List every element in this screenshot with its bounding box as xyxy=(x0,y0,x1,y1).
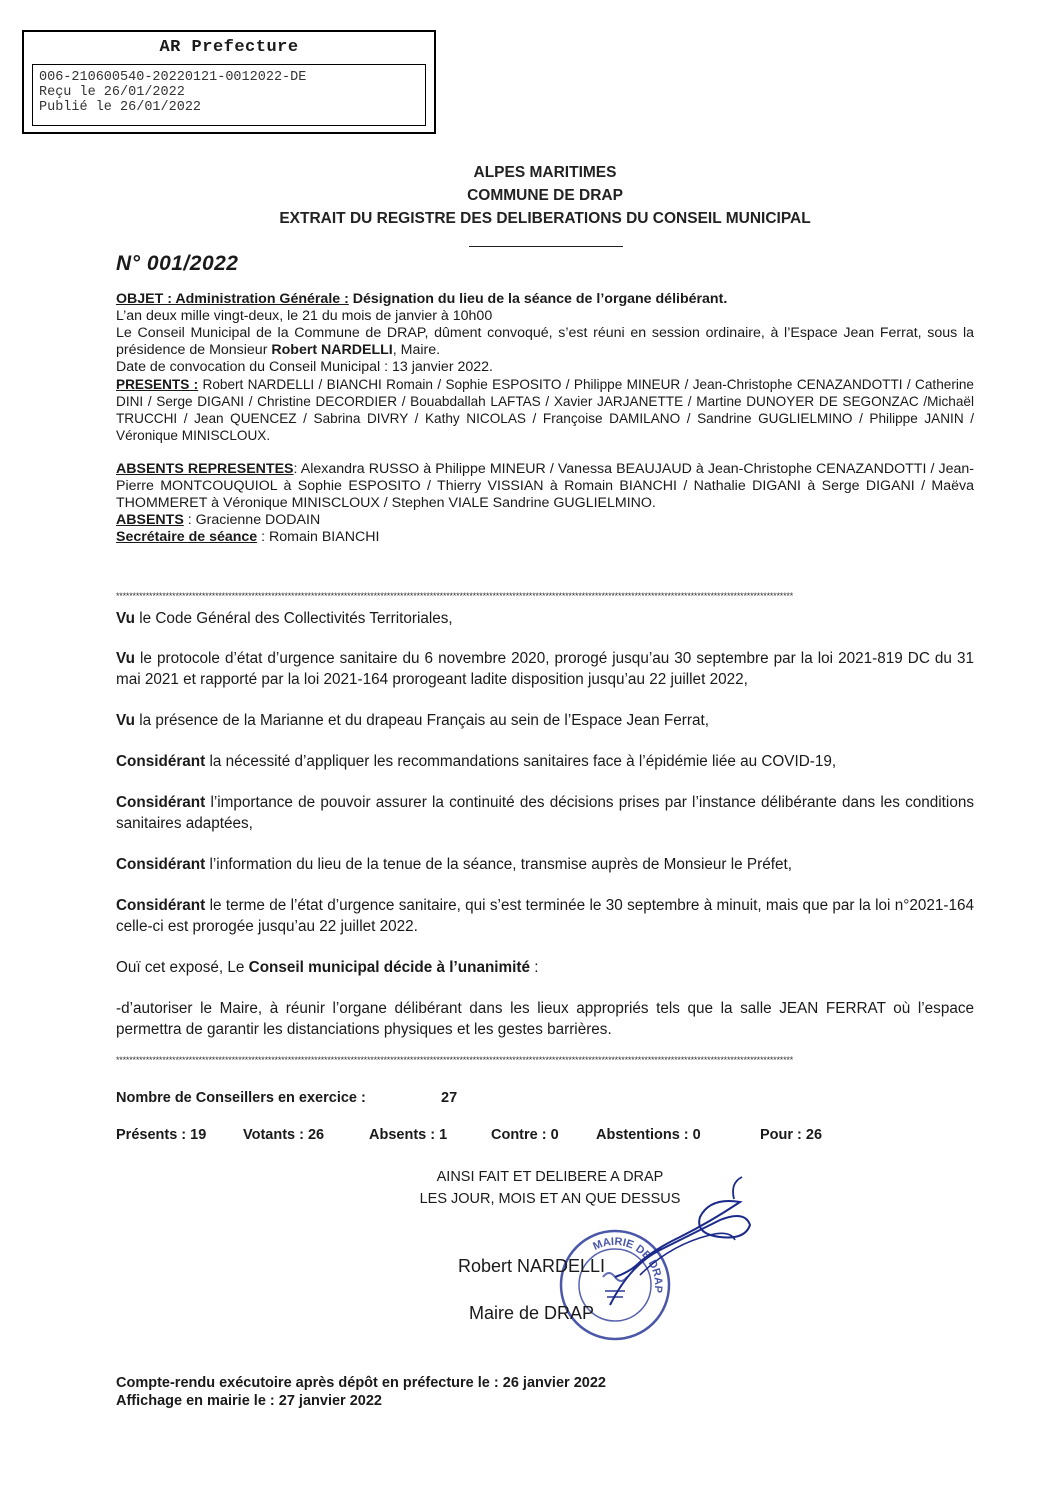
considerant-keyword: Considérant xyxy=(116,856,206,873)
vote-contre: Contre : 0 xyxy=(491,1127,559,1143)
presents-line xyxy=(116,376,974,444)
ar-reference: 006-210600540-20220121-0012022-DE xyxy=(39,70,307,85)
considerant-item xyxy=(116,895,974,937)
decision-bold: Conseil municipal décide à l’unanimité xyxy=(248,959,531,976)
header-divider xyxy=(469,246,623,247)
separator-bottom: ************************************************************************************************************************************************************************************************************* xyxy=(116,1055,794,1065)
considerant-item xyxy=(116,608,974,629)
vote-votants: Votants : 26 xyxy=(243,1127,325,1143)
considerant-text: le Code Général des Collectivités Territoriales, xyxy=(134,610,453,627)
intro-convocation: Date de convocation du Conseil Municipal : 13 janvier 2022. xyxy=(116,359,493,375)
vote-presents: Présents : 19 xyxy=(116,1127,207,1143)
considerant-keyword: Vu xyxy=(116,712,135,729)
ar-title: AR Prefecture xyxy=(159,38,299,57)
ar-published: Publié le 26/01/2022 xyxy=(39,100,202,115)
decision-post: : xyxy=(530,959,539,976)
absents-representes-line xyxy=(116,461,974,512)
considerant-keyword: Considérant xyxy=(116,794,206,811)
session-info xyxy=(116,291,974,546)
decision-text: -d’autoriser le Maire, à réunir l’organe délibérant dans les lieux appropriés tels que la salle JEAN FERRAT où l’espace permettra de garantir les distanciations physiques et les gestes barrières. xyxy=(116,1000,974,1038)
absents-text: : Gracienne DODAIN xyxy=(183,512,321,528)
considerant-item xyxy=(116,710,974,731)
considerant-text: le terme de l’état d’urgence sanitaire, qui s’est terminée le 30 septembre à minuit, mais que par la loi n°2021-164 celle-ci est prorogée jusqu’au 22 juillet 2022. xyxy=(116,897,974,935)
closing-line-1: AINSI FAIT ET DELIBERE A DRAP xyxy=(436,1169,664,1185)
secretaire-label: Secrétaire de séance xyxy=(116,529,258,545)
footer-affichage: Affichage en mairie le : 27 janvier 2022 xyxy=(116,1393,382,1409)
considerant-keyword: Considérant xyxy=(116,753,206,770)
objet-text: Désignation du lieu de la séance de l’organe délibérant. xyxy=(348,291,728,307)
considerant-keyword: Vu xyxy=(116,610,135,627)
intro-date: L’an deux mille vingt-deux, le 21 du mois de janvier à 10h00 xyxy=(116,308,493,324)
decision-intro xyxy=(116,957,974,978)
vote-absents: Absents : 1 xyxy=(369,1127,448,1143)
considerant-text: l’importance de pouvoir assurer la continuité des décisions prises par l’instance délibérante dans les conditions sanitaires adaptées, xyxy=(116,794,974,832)
header-register: EXTRAIT DU REGISTRE DES DELIBERATIONS DU CONSEIL MUNICIPAL xyxy=(279,210,811,227)
ar-prefecture-box xyxy=(22,30,436,134)
handwritten-signature xyxy=(580,1165,780,1315)
considerants xyxy=(116,608,974,1040)
deliberation-number: N° 001/2022 xyxy=(116,252,239,275)
considerant-keyword: Vu xyxy=(116,650,135,667)
absents-label: ABSENTS xyxy=(116,512,184,528)
absents-line xyxy=(116,512,974,529)
considerant-text: la nécessité d’appliquer les recommandations sanitaires face à l’épidémie liée au COVID-19, xyxy=(205,753,837,770)
considerant-item xyxy=(116,792,974,834)
separator-top: ************************************************************************************************************************************************************************************************************* xyxy=(116,591,794,601)
intro-session xyxy=(116,325,974,359)
header-commune: COMMUNE DE DRAP xyxy=(467,187,623,204)
secretaire-text: : Romain BIANCHI xyxy=(257,529,380,545)
intro-session-text: Le Conseil Municipal de la Commune de DRAP, dûment convoqué, s’est réuni en session ordinaire, à l’Espace Jean Ferrat, sous la présidence de Monsieur xyxy=(116,325,974,358)
signatory-title: Maire de DRAP xyxy=(469,1303,595,1323)
closing-line-2: LES JOUR, MOIS ET AN QUE DESSUS xyxy=(419,1191,681,1207)
decision-pre: Ouï cet exposé, Le xyxy=(116,959,249,976)
considerant-item xyxy=(116,854,974,875)
conseillers-value: 27 xyxy=(441,1090,458,1106)
considerant-item xyxy=(116,648,974,690)
considerant-text: l’information du lieu de la tenue de la séance, transmise auprès de Monsieur le Préfet, xyxy=(205,856,792,873)
considerant-text: la présence de la Marianne et du drapeau Français au sein de l’Espace Jean Ferrat, xyxy=(134,712,709,729)
vote-pour: Pour : 26 xyxy=(760,1127,823,1143)
absents-representes-label: ABSENTS REPRESENTES xyxy=(116,461,294,477)
header-department: ALPES MARITIMES xyxy=(473,164,617,181)
ar-details xyxy=(32,64,426,126)
secretaire-line xyxy=(116,529,974,546)
vote-abstentions: Abstentions : 0 xyxy=(596,1127,701,1143)
intro-session-end: , Maire. xyxy=(392,342,441,358)
considerant-keyword: Considérant xyxy=(116,897,206,914)
signatory-name: Robert NARDELLI xyxy=(458,1256,606,1276)
objet-label: OBJET : Administration Générale : xyxy=(116,291,349,307)
presents-text: Robert NARDELLI / BIANCHI Romain / Sophie ESPOSITO / Philippe MINEUR / Jean-Christophe CENAZANDOTTI / Catherine DINI / Serge DIGANI / Christine DECORDIER / Bouabdallah LAFTAS / Xavier JARJANETTE / Martine DUNOYER DE SEGONZAC /Michaël TRUCCHI / Jean QUENCEZ / Sabrina DIVRY / Kathy NICOLAS / Françoise DAMILANO / Sandrine GUGLIELMINO / Philippe JANIN / Véronique MINISCLOUX. xyxy=(116,377,974,443)
objet-line xyxy=(116,291,974,308)
absents-representes-text: : Alexandra RUSSO à Philippe MINEUR / Vanessa BEAUJAUD à Jean-Christophe CENAZANDOTTI / Jean-Pierre MONTCOUQUIOL à Sophie ESPOSITO / Thierry VISSIAN à Romain BIANCHI / Nathalie DIGANI à Serge DIGANI / Maëva THOMMERET à Véronique MINISCLOUX / Stephen VIALE Sandrine GUGLIELMINO. xyxy=(116,461,974,511)
ar-received: Reçu le 26/01/2022 xyxy=(39,85,185,100)
conseillers-label: Nombre de Conseillers en exercice : xyxy=(116,1090,366,1106)
presents-label: PRESENTS : xyxy=(116,377,199,392)
considerant-text: le protocole d’état d’urgence sanitaire du 6 novembre 2020, prorogé jusqu’au 30 septembre par la loi 2021-819 DC du 31 mai 2021 et rapporté par la loi 2021-164 prorogeant ladite disposition jusqu’au 22 juillet 2022, xyxy=(116,650,974,688)
footer-executoire: Compte-rendu exécutoire après dépôt en préfecture le : 26 janvier 2022 xyxy=(116,1375,606,1391)
considerant-item xyxy=(116,751,974,772)
stamp-text: MAIRIE DE DRAP xyxy=(591,1235,665,1294)
intro-president: Robert NARDELLI xyxy=(271,342,393,358)
